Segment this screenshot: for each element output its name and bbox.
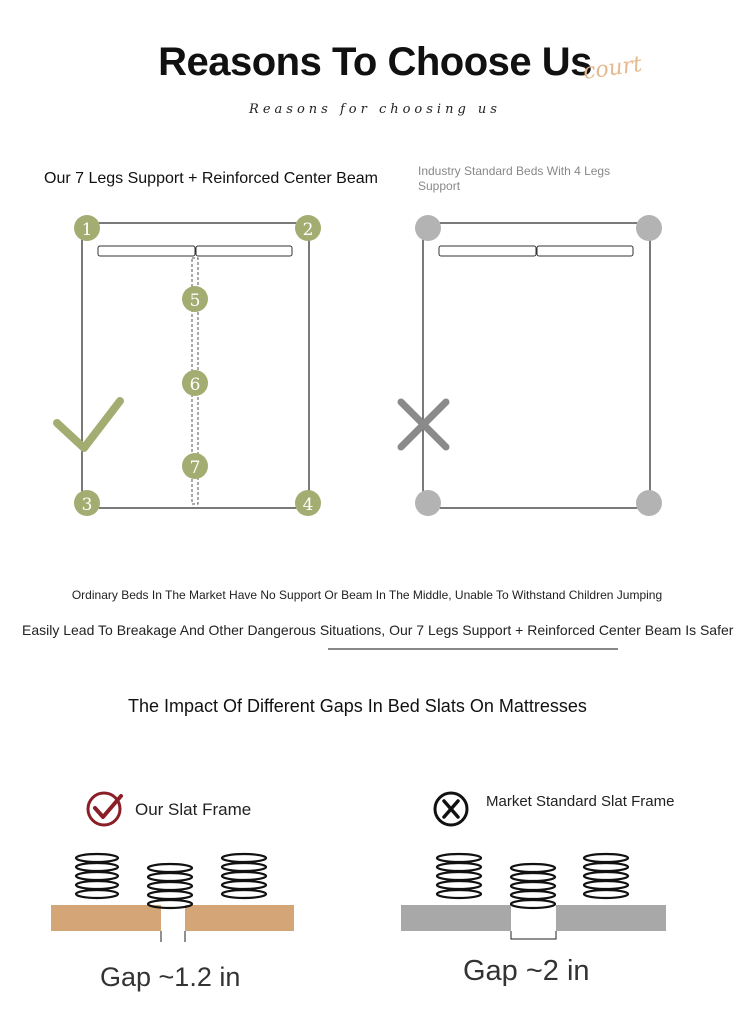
leg-5-number: 5	[189, 291, 201, 311]
leg-6	[182, 370, 208, 396]
leg-1-number: 1	[81, 220, 93, 240]
market-slat-right	[556, 905, 666, 931]
leg-3	[74, 490, 100, 516]
our-slat-right	[185, 905, 294, 931]
impact-heading: The Impact Of Different Gaps In Bed Slats On Mattresses	[128, 696, 587, 716]
our-slat-frame-label: Our Slat Frame	[135, 800, 252, 819]
leg-5	[182, 286, 208, 312]
our-bed-pillow-left	[98, 246, 195, 256]
checkmark-icon	[57, 401, 120, 448]
our-slat-left	[51, 905, 161, 931]
spring-icon	[584, 854, 628, 898]
spring-icon	[148, 864, 192, 908]
leg-3-number: 3	[81, 495, 93, 515]
leg-2	[295, 215, 321, 241]
spring-icon	[511, 864, 555, 908]
check-badge-icon	[88, 793, 121, 825]
leg-7-number: 7	[189, 458, 201, 478]
leg-4-number: 4	[302, 495, 314, 515]
standard-leg-2	[636, 215, 662, 241]
standard-bed-diagram	[401, 215, 662, 516]
leg-7	[182, 453, 208, 479]
market-slat-illustration	[401, 854, 666, 939]
our-gap-label: Gap ~1.2 in	[100, 962, 241, 992]
note-line-1: Ordinary Beds In The Market Have No Support Or Beam In The Middle, Unable To Withstand Children Jumping	[71, 588, 663, 602]
standard-leg-3	[415, 490, 441, 516]
page-title: Reasons To Choose Us	[158, 40, 592, 84]
standard-bed-frame	[423, 223, 650, 508]
page-subtitle: Reasons for choosing us	[249, 102, 501, 117]
our-bed-diagram	[57, 215, 321, 516]
market-slat-left	[401, 905, 511, 931]
standard-heading: Industry Standard Beds With 4 Legs Support	[418, 164, 611, 193]
standard-leg-4	[636, 490, 662, 516]
standard-leg-1	[415, 215, 441, 241]
market-gap-label: Gap ~2 in	[463, 955, 590, 987]
leg-1	[74, 215, 100, 241]
divider	[328, 648, 618, 650]
brand-script: court	[581, 52, 644, 85]
x-badge-icon	[435, 793, 467, 825]
standard-bed-pillow-left	[439, 246, 536, 256]
our-bed-pillow-right	[196, 246, 292, 256]
our-slat-illustration	[51, 854, 294, 942]
standard-bed-pillow-right	[537, 246, 633, 256]
leg-2-number: 2	[302, 220, 314, 240]
spring-icon	[222, 854, 266, 898]
leg-4	[295, 490, 321, 516]
spring-icon	[437, 854, 481, 898]
spring-icon	[76, 854, 118, 898]
note-line-2: Easily Lead To Breakage And Other Dangerous Situations, Our 7 Legs Support + Reinforced Center Beam Is Safer	[22, 622, 734, 638]
market-slat-frame-label: Market Standard Slat Frame	[486, 793, 675, 810]
ours-heading: Our 7 Legs Support + Reinforced Center Beam	[44, 170, 378, 187]
leg-6-number: 6	[189, 375, 201, 395]
